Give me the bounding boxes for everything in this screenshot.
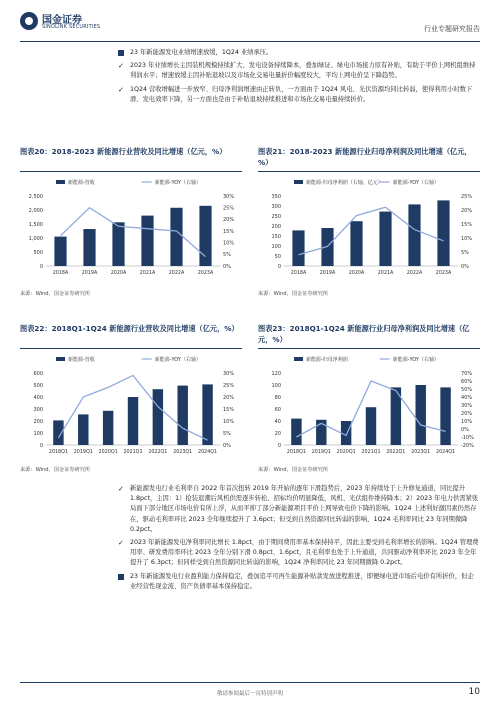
x-tick-label: 2022Q1 bbox=[386, 450, 406, 455]
y2-tick-label: 40% bbox=[461, 394, 473, 401]
x-tick-label: 2024Q1 bbox=[198, 450, 218, 455]
x-tick-label: 2022Q1 bbox=[148, 450, 168, 455]
legend-bar-swatch bbox=[294, 357, 303, 361]
y2-tick-label: 5% bbox=[223, 430, 231, 437]
bar bbox=[54, 237, 66, 266]
bar bbox=[170, 208, 182, 266]
bullet-text: 23 年新能源发电行业盈利能力保持稳定，叠加追平可再生能源补贴款发放进程推进，即便绿电进市场后电价有所折价，但企业经营性现金流、资产负债率基本保持稳定。 bbox=[130, 572, 474, 590]
figure-20-rule bbox=[20, 171, 242, 172]
figure-23-source: 来源：Wind，国金证券研究所 bbox=[258, 467, 329, 473]
legend-line-label: 新能源-YOY（右轴） bbox=[392, 180, 440, 186]
legend-line-label: 新能源-YOY（右轴） bbox=[154, 357, 202, 363]
figure-21-chart bbox=[258, 174, 480, 282]
y-tick-label: 500 bbox=[33, 382, 43, 389]
y2-tick-label: 15% bbox=[461, 221, 473, 228]
bullet-text: 23 年新能源发电业绩增速放缓，1Q24 业绩承压。 bbox=[130, 49, 273, 56]
y2-tick-label: 0% bbox=[223, 263, 231, 270]
y-tick-label: 350 bbox=[271, 193, 281, 200]
y2-tick-label: 25% bbox=[223, 205, 235, 212]
legend-line-label: 新能源-YOY（右轴） bbox=[392, 357, 440, 363]
figure-20-source: 来源：Wind，国金证券研究所 bbox=[20, 291, 91, 297]
y2-tick-label: 20% bbox=[461, 207, 473, 214]
bar bbox=[415, 385, 425, 445]
figure-20-chart bbox=[20, 174, 242, 282]
y-tick-label: 2,000 bbox=[28, 207, 43, 214]
figure-22-source: 来源：Wind，国金证券研究所 bbox=[20, 467, 91, 473]
bar bbox=[292, 230, 304, 266]
legend-bar-label: 新能源-归母净利润 bbox=[306, 357, 348, 363]
page-footer bbox=[20, 682, 480, 700]
legend-bar-label: 新能源-营收 bbox=[68, 180, 95, 186]
sinolink-logo-icon bbox=[20, 12, 38, 30]
bar bbox=[153, 389, 163, 445]
y2-tick-label: 70% bbox=[461, 370, 473, 377]
x-tick-label: 2018Q1 bbox=[286, 450, 306, 455]
bar bbox=[199, 206, 211, 266]
bullet-item bbox=[118, 48, 480, 58]
y-tick-label: 2,500 bbox=[28, 193, 43, 200]
x-tick-label: 2023A bbox=[435, 271, 452, 276]
y-tick-label: 600 bbox=[33, 370, 43, 377]
y-tick-label: 40 bbox=[274, 418, 281, 425]
figure-23-chart bbox=[258, 351, 480, 461]
footer-disclaimer: 敬请参阅最后一页特别声明 bbox=[216, 691, 283, 697]
body-bullet-list bbox=[118, 484, 480, 595]
bullet-text: 新能源发电行业毛利率自 2022 年首次扭转 2019 年开始的逐年下滑趋势后，2023 年持续处于上升修复通道，同比提升 1.8pct，主因：1）抢装退潮后风机供需逐步转松、招标均价明显降低，风机、光伏组件维持降本；2）2023 年电力供需紧张局面下部分地区市场电价有所上浮，从而平抑了部分新能源项目平价上网导致电价下降的影响。1Q24 上述利好激因素仍然存在，驱动毛利率环比 2023 全年继续提升了 3.6pct；但受到自然资源同比转弱的影响，1Q24 毛利率同比 23 年同期微降 0.2pct。 bbox=[130, 485, 479, 533]
legend-bar-label: 新能源-归母净利润（右轴，亿元） bbox=[306, 180, 383, 186]
figure-23-title: 图表23：2018Q1-1Q24 新能源行业归母净利润及同比增速（亿元，%） bbox=[258, 324, 470, 344]
y-tick-label: 400 bbox=[33, 394, 43, 401]
x-tick-label: 2021A bbox=[377, 271, 394, 276]
bar bbox=[202, 384, 212, 445]
figure-22-rule bbox=[20, 348, 242, 349]
y-tick-label: 0 bbox=[39, 263, 43, 270]
x-tick-label: 2023Q1 bbox=[411, 450, 431, 455]
figure-23-svg bbox=[258, 351, 480, 461]
bullet-item bbox=[118, 572, 480, 592]
bar bbox=[83, 229, 95, 266]
chart-legend bbox=[56, 356, 201, 363]
square-bullet-icon bbox=[118, 50, 124, 56]
y-tick-label: 250 bbox=[271, 213, 281, 220]
square-bullet-icon bbox=[118, 574, 124, 580]
y-tick-label: 0 bbox=[277, 263, 281, 270]
bar bbox=[78, 414, 88, 445]
x-tick-label: 2020Q1 bbox=[336, 450, 356, 455]
x-tick-label: 2020Q1 bbox=[98, 450, 118, 455]
top-bullet-list bbox=[118, 48, 480, 108]
y2-tick-label: 10% bbox=[223, 418, 235, 425]
bar bbox=[366, 407, 376, 445]
y-tick-label: 100 bbox=[33, 430, 43, 437]
y2-tick-label: 10% bbox=[461, 235, 473, 242]
y-tick-label: 80 bbox=[274, 394, 281, 401]
bar bbox=[291, 419, 301, 445]
bullet-item bbox=[118, 484, 480, 535]
y2-tick-label: -20% bbox=[461, 442, 474, 449]
page-header bbox=[20, 10, 480, 42]
x-tick-label: 2021Q1 bbox=[123, 450, 143, 455]
y2-tick-label: 50% bbox=[461, 386, 473, 393]
figure-22-title: 图表22：2018Q1-1Q24 新能源行业营收及同比增速（亿元，%） bbox=[20, 324, 239, 333]
report-section-label: 行业专题研究报告 bbox=[424, 25, 480, 33]
figure-20-title: 图表20：2018-2023 新能源行业营收及同比增速（亿元，%） bbox=[20, 147, 227, 156]
bar bbox=[141, 216, 153, 266]
y2-tick-label: 0% bbox=[461, 263, 469, 270]
x-tick-label: 2023A bbox=[197, 271, 214, 276]
y-tick-label: 200 bbox=[33, 418, 43, 425]
chart-legend bbox=[294, 356, 439, 363]
y-tick-label: 120 bbox=[271, 370, 281, 377]
legend-bar-label: 新能源-营收 bbox=[68, 357, 95, 363]
check-bullet-icon: ✓ bbox=[118, 539, 124, 548]
y-tick-label: 1,000 bbox=[28, 235, 43, 242]
y-tick-label: 300 bbox=[271, 203, 281, 210]
figure-21-svg bbox=[258, 174, 480, 282]
logo-english-name: SINOLINK SECURITIES bbox=[42, 24, 101, 30]
check-bullet-icon: ✓ bbox=[118, 485, 124, 493]
y-tick-label: 0 bbox=[277, 442, 281, 449]
bullet-item bbox=[118, 85, 480, 105]
y2-tick-label: 0% bbox=[223, 442, 231, 449]
x-tick-label: 2022A bbox=[406, 271, 423, 276]
x-tick-label: 2021A bbox=[139, 271, 156, 276]
x-tick-label: 2024Q1 bbox=[436, 450, 456, 455]
bar bbox=[112, 222, 124, 266]
check-bullet-icon: ✓ bbox=[118, 62, 124, 71]
x-tick-label: 2018A bbox=[290, 271, 307, 276]
y2-tick-label: 10% bbox=[461, 418, 473, 425]
chart-legend bbox=[294, 179, 439, 186]
y-tick-label: 500 bbox=[33, 249, 43, 256]
x-tick-label: 2018Q1 bbox=[48, 450, 68, 455]
y-tick-label: 150 bbox=[271, 233, 281, 240]
y2-tick-label: 5% bbox=[223, 252, 231, 259]
bullet-item bbox=[118, 61, 480, 81]
y-tick-label: 20 bbox=[274, 430, 281, 437]
bullet-item bbox=[118, 538, 480, 569]
bar bbox=[408, 204, 420, 266]
y2-tick-label: 25% bbox=[461, 193, 473, 200]
y2-tick-label: 60% bbox=[461, 378, 473, 385]
legend-bar-swatch bbox=[294, 180, 303, 184]
y2-tick-label: 25% bbox=[223, 382, 235, 389]
y2-tick-label: 20% bbox=[223, 217, 235, 224]
figure-22-svg bbox=[20, 351, 242, 461]
y-tick-label: 1,500 bbox=[28, 221, 43, 228]
x-tick-label: 2020A bbox=[348, 271, 365, 276]
figure-20-svg bbox=[20, 174, 242, 282]
y-tick-label: 60 bbox=[274, 406, 281, 413]
bar bbox=[437, 200, 449, 266]
x-tick-label: 2021Q1 bbox=[361, 450, 381, 455]
bar bbox=[177, 386, 187, 445]
legend-bar-swatch bbox=[56, 357, 65, 361]
y2-tick-label: 20% bbox=[223, 394, 235, 401]
legend-line-label: 新能源-YOY（右轴） bbox=[154, 180, 202, 186]
y2-tick-label: 15% bbox=[223, 228, 235, 235]
x-tick-label: 2019A bbox=[81, 271, 98, 276]
yoy-line bbox=[299, 207, 444, 255]
y2-tick-label: 30% bbox=[461, 402, 473, 409]
yoy-line bbox=[61, 208, 206, 257]
x-tick-label: 2020A bbox=[110, 271, 127, 276]
bar bbox=[379, 212, 391, 266]
logo-chinese-name: 国金证券 bbox=[42, 15, 82, 26]
y2-tick-label: 5% bbox=[461, 249, 469, 256]
bar bbox=[128, 397, 138, 445]
bar bbox=[350, 221, 362, 266]
figure-21-rule bbox=[258, 171, 480, 172]
page-number: 10 bbox=[468, 687, 480, 697]
bullet-text: 2023 年新能源发电净利率同比增长 1.8pct，由于期间费用率基本保持持平，因此主要受到毛利率增长的影响。1Q24 管理费用率、研发费用率环比 2023 全年分别下滑 0.8pct、1.6pct，且毛利率也处于上升通道，共同驱动净利率环比 2023 年全年提升了 6.3pct；但同样受到自然资源同比转弱的影响，1Q24 净利率同比 23 年同期微降 0.2pct。 bbox=[130, 539, 479, 567]
bullet-text: 1Q24 营收增幅进一步放窄、归母净利润增速由正转负，一方面由于 1Q24 风电、光伏资源均同比转弱，使得利用小时数下滑、发电效率下降，另一方面也是由于补贴退坡持续推进和市场化交易电量持续折价。 bbox=[130, 85, 473, 103]
chart-legend bbox=[56, 179, 201, 186]
x-tick-label: 2019Q1 bbox=[73, 450, 93, 455]
legend-bar-swatch bbox=[56, 180, 65, 184]
y2-tick-label: 0% bbox=[461, 426, 469, 433]
figure-23-rule bbox=[258, 348, 480, 349]
y2-tick-label: 20% bbox=[461, 410, 473, 417]
figure-21-source: 来源：Wind，国金证券研究所 bbox=[258, 291, 329, 297]
figure-22-chart bbox=[20, 351, 242, 461]
bar bbox=[440, 387, 450, 445]
y2-tick-label: 30% bbox=[223, 193, 235, 200]
y2-tick-label: 15% bbox=[223, 406, 235, 413]
bar bbox=[103, 411, 113, 445]
y-tick-label: 100 bbox=[271, 382, 281, 389]
y-tick-label: 0 bbox=[39, 442, 43, 449]
x-tick-label: 2023Q1 bbox=[173, 450, 193, 455]
x-tick-label: 2018A bbox=[52, 271, 69, 276]
figure-21-title: 图表21：2018-2023 新能源行业归母净利润及同比增速（亿元，%） bbox=[258, 147, 472, 167]
y-tick-label: 200 bbox=[271, 223, 281, 230]
x-tick-label: 2022A bbox=[168, 271, 185, 276]
y-tick-label: 100 bbox=[271, 243, 281, 250]
y-tick-label: 50 bbox=[274, 253, 281, 260]
x-tick-label: 2019A bbox=[319, 271, 336, 276]
bullet-text: 2023 年业绩增长主因装机规模持续扩大、发电设备持续降本，叠加绿证、绿电市场接力原有补贴，有助于平价上网机组维持利润水平；增速放缓主因补贴退坡以及市场化交易电量折价幅度较大，平均上网电价呈下降趋势。 bbox=[130, 62, 476, 80]
y2-tick-label: 10% bbox=[223, 240, 235, 247]
x-tick-label: 2019Q1 bbox=[311, 450, 331, 455]
y-tick-label: 300 bbox=[33, 406, 43, 413]
check-bullet-icon: ✓ bbox=[118, 85, 124, 94]
y2-tick-label: -10% bbox=[461, 434, 474, 441]
y2-tick-label: 30% bbox=[223, 370, 235, 377]
